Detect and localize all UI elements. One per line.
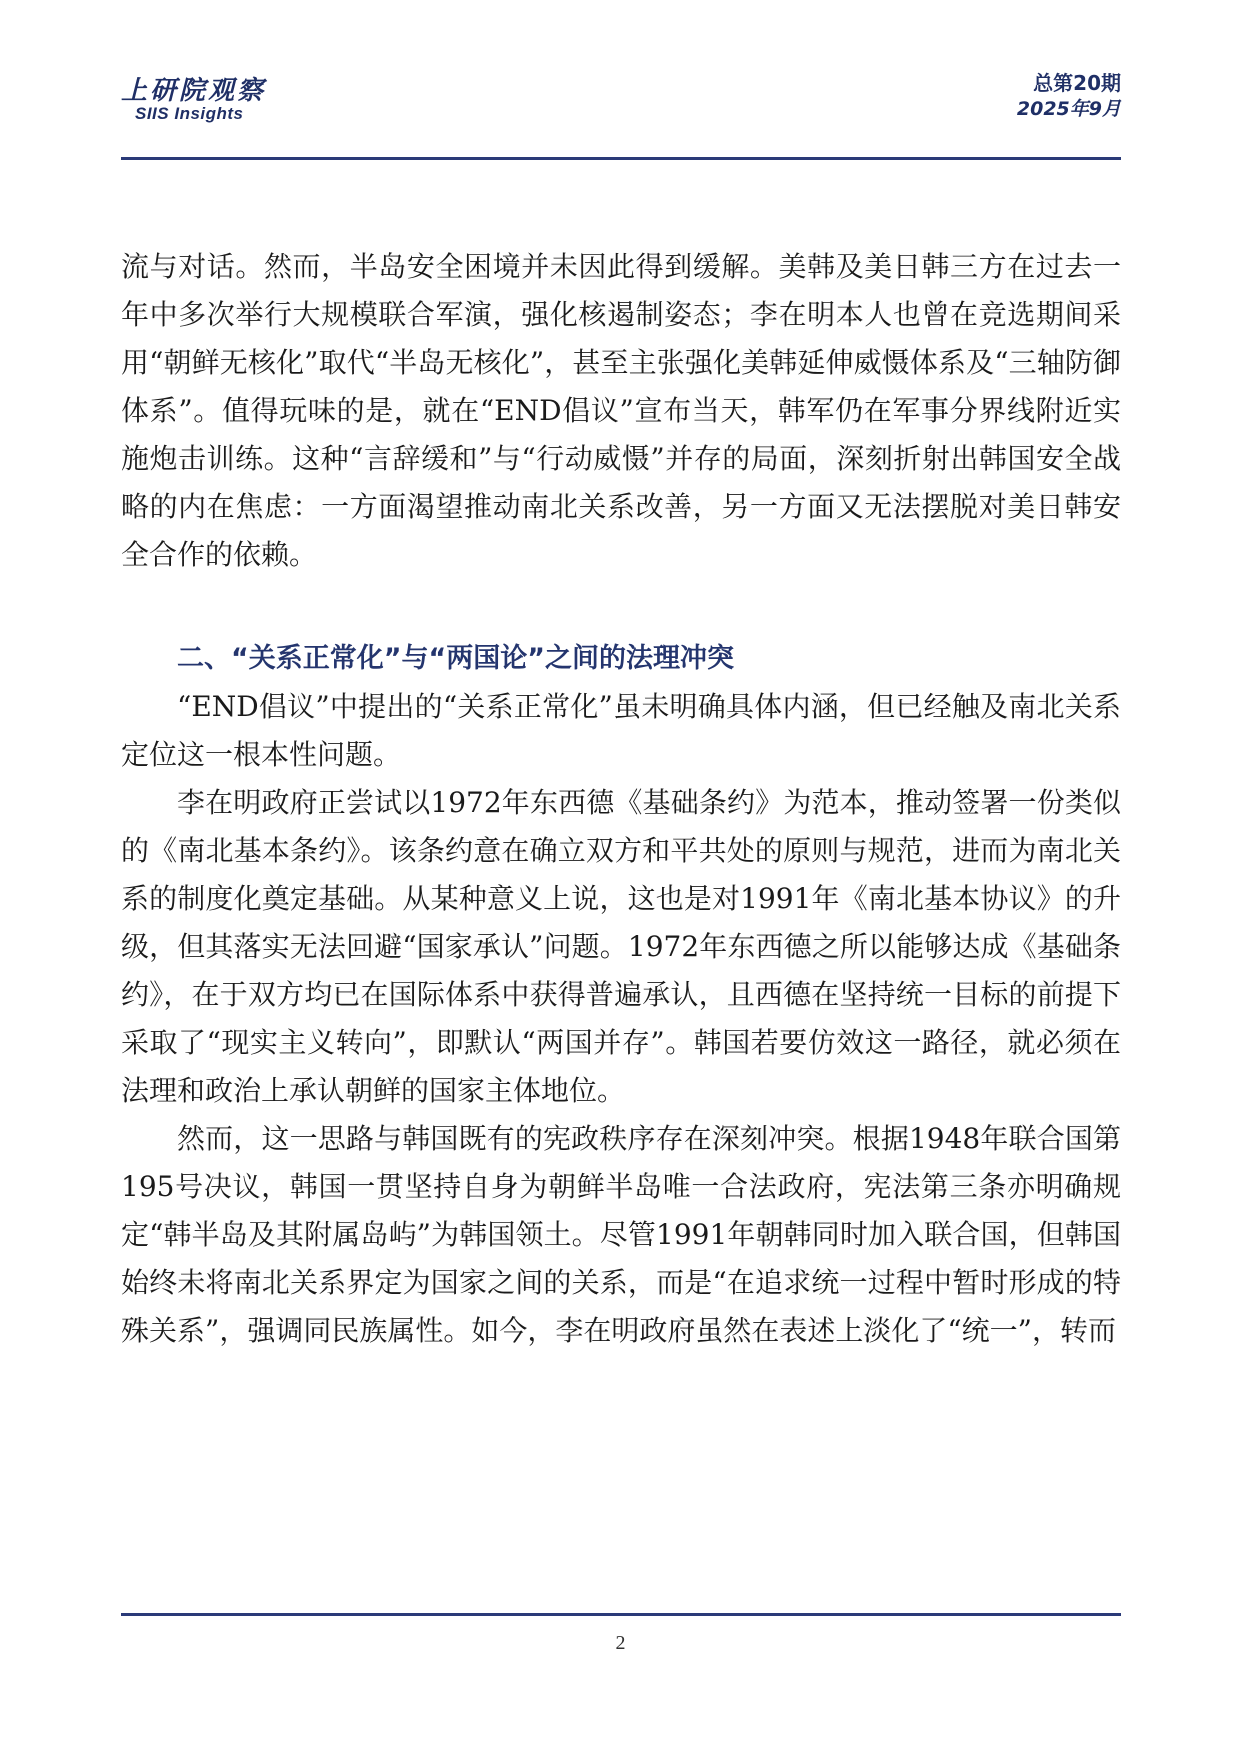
header-divider [121,157,1121,160]
footer-divider [121,1613,1121,1616]
paragraph: “END倡议”中提出的“关系正常化”虽未明确具体内涵，但已经触及南北关系定位这一根本性问题。 [121,690,1121,771]
paragraph: 然而，这一思路与韩国既有的宪政秩序存在深刻冲突。根据1948年联合国第195号决议，韩国一贯坚持自身为朝鲜半岛唯一合法政府，宪法第三条亦明确规定“韩半岛及其附属岛屿”为韩国领土。尽管1991年朝韩同时加入联合国，但韩国始终未将南北关系界定为国家之间的关系，而是“在追求统一过程中暂时形成的特殊关系”，强调同民族属性。如今，李在明政府虽然在表述上淡化了“统一”，转而 [121,1122,1121,1347]
page-header [121,70,1121,160]
paragraph-continued: 流与对话。然而，半岛安全困境并未因此得到缓解。美韩及美日韩三方在过去一年中多次举行大规模联合军演，强化核遏制姿态；李在明本人也曾在竞选期间采用“朝鲜无核化”取代“半岛无核化”，甚至主张强化美韩延伸威慑体系及“三轴防御体系”。值得玩味的是，就在“END倡议”宣布当天，韩军仍在军事分界线附近实施炮击训练。这种“言辞缓和”与“行动威慑”并存的局面，深刻折射出韩国安全战略的内在焦虑：一方面渴望推动南北关系改善，另一方面又无法摆脱对美日韩安全合作的依赖。 [121,250,1121,571]
issue-number: 总第20期 [1033,71,1121,95]
publication-title-cn: 上研院观察 [121,76,267,106]
paragraph: 李在明政府正尝试以1972年东西德《基础条约》为范本，推动签署一份类似的《南北基本条约》。该条约意在确立双方和平共处的原则与规范，进而为南北关系的制度化奠定基础。从某种意义上说，这也是对1991年《南北基本协议》的升级，但其落实无法回避“国家承认”问题。1972年东西德之所以能够达成《基础条约》，在于双方均已在国际体系中获得普遍承认，且西德在坚持统一目标的前提下采取了“现实主义转向”，即默认“两国并存”。韩国若要仿效这一路径，就必须在法理和政治上承认朝鲜的国家主体地位。 [121,786,1121,1107]
article-body [121,243,1121,1355]
issue-info [1017,70,1121,122]
issue-date: 2025年9月 [1016,98,1121,120]
section-heading: 二、“关系正常化”与“两国论”之间的法理冲突 [177,643,734,674]
publication-title-en: SIIS Insights [135,104,244,123]
page-number: 2 [615,1632,626,1654]
